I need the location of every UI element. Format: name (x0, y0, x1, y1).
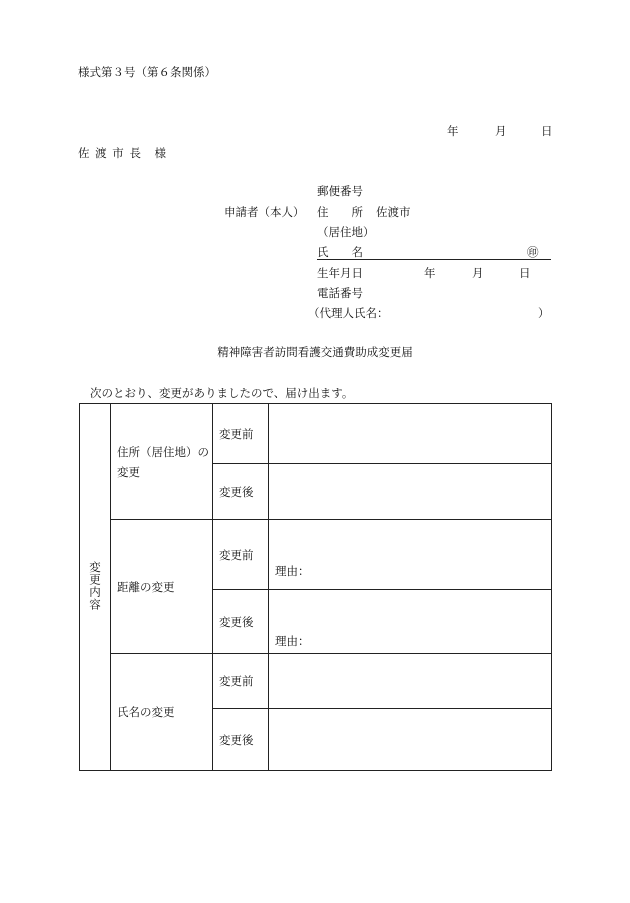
before-label: 変更前 (219, 547, 254, 562)
after-label: 変更後 (219, 614, 254, 629)
document-title: 精神障害者訪問看護交通費助成変更届 (217, 345, 413, 359)
when-cell (213, 654, 269, 709)
group-cell-distance-change (111, 520, 213, 654)
address-before-field (269, 404, 552, 464)
group-cell-name-change (111, 654, 213, 771)
reason-label: 理由： (275, 564, 310, 578)
group-label-name-change: 氏名の変更 (117, 705, 175, 719)
residence-label: （居住地） (317, 225, 375, 239)
distance-after-field (269, 590, 552, 654)
submission-date-day-label: 日 (541, 124, 553, 138)
distance-before-field (269, 520, 552, 590)
name-label: 氏 名 (317, 245, 363, 259)
after-label: 変更後 (219, 484, 254, 499)
name-underline (317, 259, 551, 260)
birthdate-year-label: 年 (424, 266, 436, 280)
address-label: 住 所 (317, 205, 363, 219)
address-value: 佐渡市 (376, 205, 411, 219)
seal-mark: ㊞ (527, 245, 539, 259)
when-cell (213, 590, 269, 654)
reason-label: 理由： (275, 634, 310, 648)
agent-name-label: （代理人氏名： (308, 306, 389, 320)
group-label-address-change: 住所（居住地）の 変更 (117, 444, 209, 479)
section-cell (80, 404, 111, 771)
addressee: 佐 渡 市 長 様 (78, 146, 167, 160)
when-cell (213, 464, 269, 520)
table-row (80, 654, 552, 709)
birthdate-label: 生年月日 (317, 266, 363, 280)
birthdate-day-label: 日 (519, 266, 531, 280)
before-label: 変更前 (219, 674, 254, 688)
birthdate-month-label: 月 (472, 266, 484, 280)
section-label: 変更内容 (88, 560, 102, 611)
group-cell-address-change (111, 404, 213, 520)
address-after-field (269, 464, 552, 520)
before-label: 変更前 (219, 426, 254, 441)
when-cell (213, 709, 269, 771)
name-after-field (269, 709, 552, 771)
submission-date-month-label: 月 (495, 124, 507, 138)
table-row (80, 404, 552, 464)
change-table (79, 403, 552, 771)
applicant-role-label: 申請者（本人） (224, 205, 305, 219)
phone-label: 電話番号 (317, 286, 363, 300)
agent-name-close: ） (538, 306, 550, 320)
when-cell (213, 404, 269, 464)
postal-code-label: 郵便番号 (317, 184, 363, 198)
submission-date-year-label: 年 (447, 124, 459, 138)
table-row (80, 520, 552, 590)
name-before-field (269, 654, 552, 709)
group-label-distance-change: 距離の変更 (117, 579, 175, 594)
after-label: 変更後 (219, 732, 254, 747)
form-number: 様式第３号（第６条関係） (78, 65, 216, 79)
intro-text: 次のとおり、変更がありましたので、届け出ます。 (90, 386, 354, 400)
when-cell (213, 520, 269, 590)
